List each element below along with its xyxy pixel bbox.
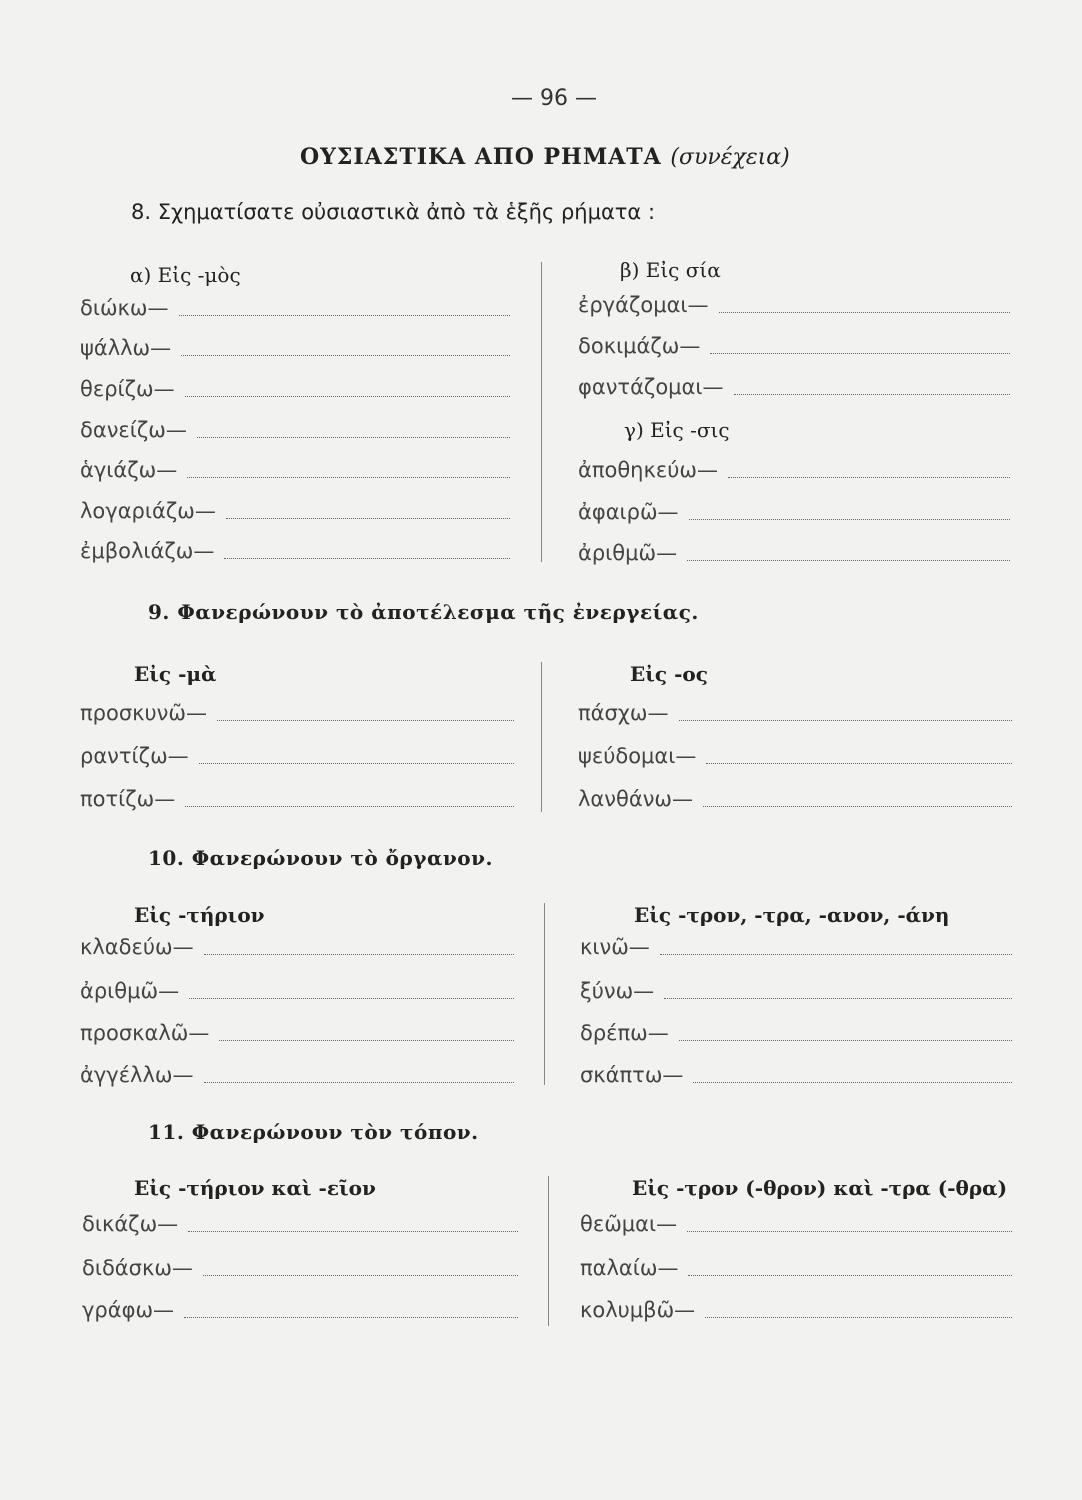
exercise-9-heading: 9. Φανερώνουν τὸ ἀποτέλεσμα τῆς ἐνεργείας.: [148, 600, 699, 624]
ex8-a-row-2: [80, 336, 510, 360]
ex10-b-word-3: δρέπω—: [580, 1021, 669, 1045]
exercise-8-col-c-header: γ) Εἰς -σις: [624, 418, 730, 442]
ex10-a-word-4: ἀγγέλλω—: [80, 1063, 194, 1087]
ex11-b-word-1: θεῶμαι—: [580, 1212, 678, 1236]
ex10-b-row-2: [580, 979, 1012, 1003]
exercise-11-col-b-header: Εἰς -τρον (-θρον) καὶ -τρα (-θρα): [632, 1176, 1008, 1200]
answer-blank[interactable]: [188, 1230, 518, 1232]
exercise-10-col-b-header: Εἰς -τρον, -τρα, -ανον, -άνη: [634, 903, 950, 927]
page-number: — 96 —: [511, 86, 597, 111]
ex10-b-row-1: [580, 935, 1012, 959]
ex9-b-word-3: λανθάνω—: [578, 787, 694, 811]
answer-blank[interactable]: [181, 354, 510, 356]
answer-blank[interactable]: [705, 1316, 1012, 1318]
ex9-b-word-2: ψεύδομαι—: [578, 744, 697, 768]
answer-blank[interactable]: [719, 311, 1010, 313]
ex9-a-row-2: [80, 744, 514, 768]
ex10-b-word-2: ξύνω—: [580, 979, 655, 1003]
ex8-b-word-2: δοκιμάζω—: [578, 334, 701, 358]
ex8-b-row-2: [578, 334, 1010, 358]
answer-blank[interactable]: [689, 518, 1010, 520]
ex11-a-row-2: [82, 1256, 518, 1280]
ex8-b-word-3: φαντάζομαι—: [578, 375, 724, 399]
exercise-9-col-a-header: Εἰς -μὰ: [134, 662, 217, 686]
answer-blank[interactable]: [679, 719, 1012, 721]
answer-blank[interactable]: [660, 953, 1012, 955]
ex11-a-row-1: [82, 1212, 518, 1236]
ex9-a-word-3: ποτίζω—: [80, 787, 176, 811]
exercise-11-col-a-header: Εἰς -τήριον καὶ -εῖον: [134, 1176, 376, 1200]
ex11-b-row-2: [580, 1256, 1012, 1280]
exercise-11-heading: 11. Φανερώνουν τὸν τόπον.: [148, 1120, 479, 1144]
ex11-a-word-1: δικάζω—: [82, 1212, 179, 1236]
answer-blank[interactable]: [203, 1274, 518, 1276]
answer-blank[interactable]: [688, 1274, 1012, 1276]
ex8-a-word-3: θερίζω—: [80, 377, 175, 401]
ex10-a-word-1: κλαδεύω—: [80, 935, 194, 959]
exercise-8-divider: [541, 262, 542, 562]
ex8-c-row-2: [578, 500, 1010, 524]
ex9-a-word-1: προσκυνῶ—: [80, 701, 207, 725]
ex8-c-word-3: ἀριθμῶ—: [578, 541, 678, 565]
answer-blank[interactable]: [179, 314, 510, 316]
ex8-a-row-4: [80, 418, 510, 442]
answer-blank[interactable]: [185, 805, 514, 807]
answer-blank[interactable]: [703, 805, 1012, 807]
answer-blank[interactable]: [710, 352, 1010, 354]
ex11-b-word-3: κολυμβῶ—: [580, 1298, 696, 1322]
exercise-9-divider: [541, 662, 542, 812]
ex10-b-row-3: [580, 1021, 1012, 1045]
ex8-a-row-1: [80, 296, 510, 320]
ex8-a-word-4: δανείζω—: [80, 418, 187, 442]
answer-blank[interactable]: [706, 762, 1012, 764]
answer-blank[interactable]: [728, 476, 1010, 478]
exercise-9-col-b-header: Εἰς -ος: [630, 662, 708, 686]
page-title-paren: (συνέχεια): [670, 145, 790, 170]
page-title: [300, 144, 790, 170]
answer-blank[interactable]: [184, 1316, 518, 1318]
ex11-a-word-2: διδάσκω—: [82, 1256, 193, 1280]
ex10-a-word-2: ἀριθμῶ—: [80, 979, 180, 1003]
ex9-a-row-1: [80, 701, 514, 725]
ex8-b-word-1: ἐργάζομαι—: [578, 293, 709, 317]
ex10-b-word-4: σκάπτω—: [580, 1063, 684, 1087]
page-title-main: ΟΥΣΙΑΣΤΙΚΑ ΑΠΟ ΡΗΜΑΤΑ: [300, 144, 662, 170]
ex8-a-word-1: διώκω—: [80, 296, 169, 320]
answer-blank[interactable]: [187, 476, 510, 478]
answer-blank[interactable]: [687, 1230, 1012, 1232]
ex11-a-row-3: [82, 1298, 518, 1322]
ex8-a-word-5: ἁγιάζω—: [80, 458, 178, 482]
exercise-11-divider: [548, 1176, 549, 1326]
exercise-10-heading: 10. Φανερώνουν τὸ ὄργανον.: [148, 846, 493, 870]
ex8-a-word-6: λογαριάζω—: [80, 499, 216, 523]
ex9-b-row-2: [578, 744, 1012, 768]
answer-blank[interactable]: [734, 393, 1011, 395]
ex8-a-word-7: ἐμβολιάζω—: [80, 539, 215, 563]
ex9-a-word-2: ραντίζω—: [80, 744, 189, 768]
answer-blank[interactable]: [226, 517, 510, 519]
ex10-a-row-4: [80, 1063, 514, 1087]
answer-blank[interactable]: [679, 1039, 1012, 1041]
answer-blank[interactable]: [224, 557, 510, 559]
answer-blank[interactable]: [217, 719, 514, 721]
ex8-b-row-1: [578, 293, 1010, 317]
answer-blank[interactable]: [219, 1039, 514, 1041]
answer-blank[interactable]: [693, 1081, 1012, 1083]
exercise-10-col-a-header: Εἰς -τήριον: [134, 903, 265, 927]
ex9-b-row-1: [578, 701, 1012, 725]
answer-blank[interactable]: [687, 559, 1010, 561]
answer-blank[interactable]: [664, 997, 1012, 999]
ex8-c-row-1: [578, 458, 1010, 482]
answer-blank[interactable]: [204, 1081, 515, 1083]
answer-blank[interactable]: [204, 953, 514, 955]
ex8-b-row-3: [578, 375, 1010, 399]
ex8-c-word-1: ἀποθηκεύω—: [578, 458, 718, 482]
ex11-b-word-2: παλαίω—: [580, 1256, 679, 1280]
ex8-a-word-2: ψάλλω—: [80, 336, 172, 360]
ex8-c-row-3: [578, 541, 1010, 565]
ex11-b-row-1: [580, 1212, 1012, 1236]
exercise-8-col-b-header: β) Εἰς σία: [620, 258, 721, 282]
ex9-a-row-3: [80, 787, 514, 811]
ex8-c-word-2: ἀφαιρῶ—: [578, 500, 679, 524]
exercise-8-col-a-header: α) Εἰς -μὸς: [130, 263, 241, 287]
exercise-8-heading: 8. Σχηματίσατε οὐσιαστικὰ ἀπὸ τὰ ἑξῆς ρήματα :: [131, 200, 656, 224]
ex10-b-row-4: [580, 1063, 1012, 1087]
ex10-a-word-3: προσκαλῶ—: [80, 1021, 210, 1045]
answer-blank[interactable]: [197, 436, 510, 438]
ex9-b-word-1: πάσχω—: [578, 701, 669, 725]
answer-blank[interactable]: [185, 395, 510, 397]
ex9-b-row-3: [578, 787, 1012, 811]
ex10-a-row-1: [80, 935, 514, 959]
ex10-a-row-2: [80, 979, 514, 1003]
ex8-a-row-7: [80, 539, 510, 563]
ex10-b-word-1: κινῶ—: [580, 935, 650, 959]
answer-blank[interactable]: [199, 762, 514, 764]
ex11-a-word-3: γράφω—: [82, 1298, 175, 1322]
answer-blank[interactable]: [189, 997, 514, 999]
ex8-a-row-5: [80, 458, 510, 482]
ex10-a-row-3: [80, 1021, 514, 1045]
ex8-a-row-6: [80, 499, 510, 523]
ex8-a-row-3: [80, 377, 510, 401]
ex11-b-row-3: [580, 1298, 1012, 1322]
exercise-10-divider: [544, 903, 545, 1085]
